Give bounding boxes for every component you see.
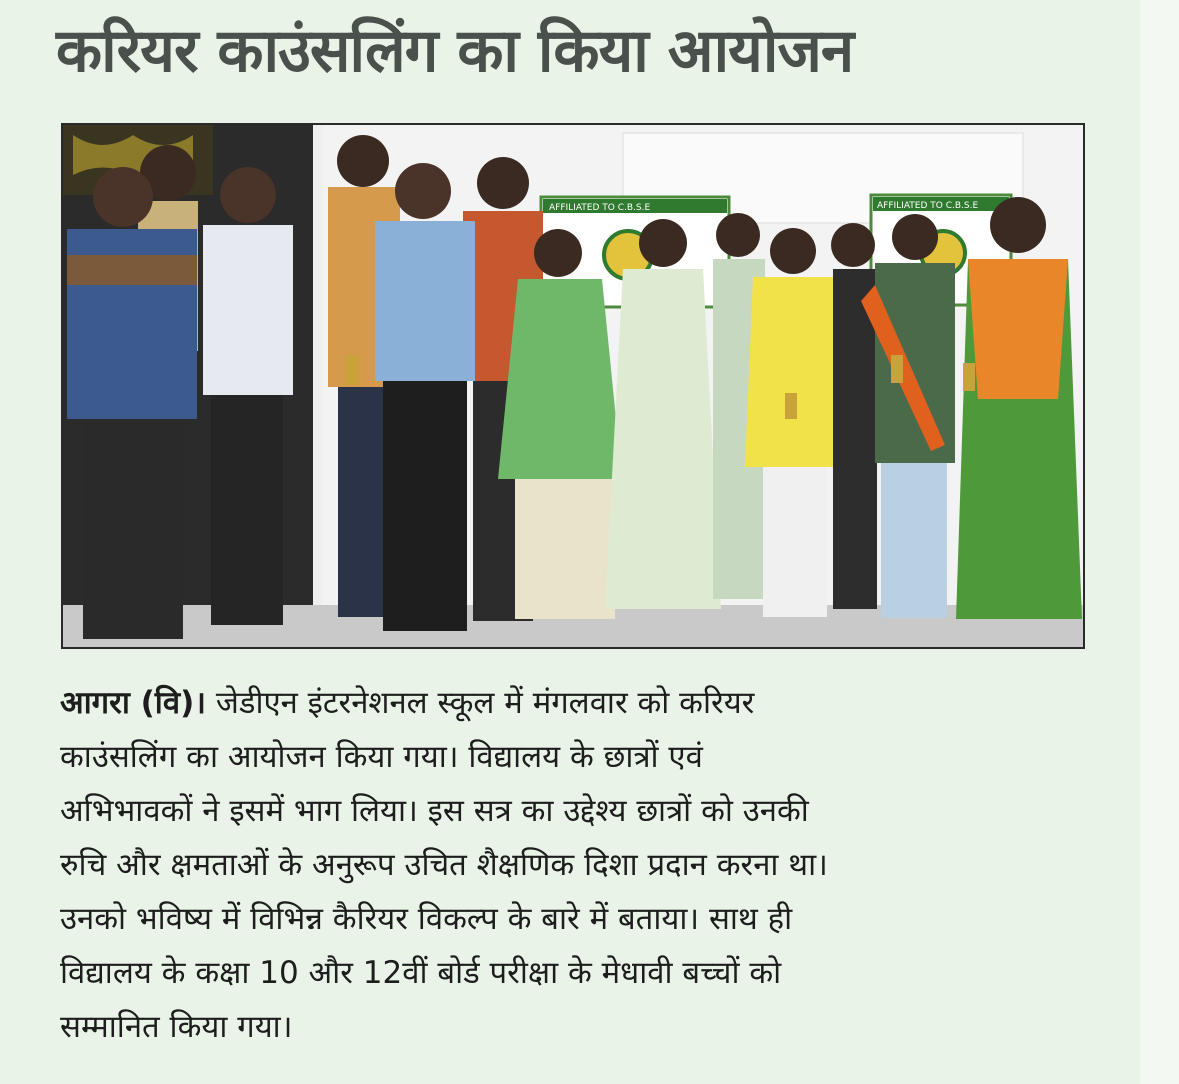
dateline: आगरा (वि)। [60, 685, 206, 721]
person [203, 167, 293, 625]
banner-label: AFFILIATED TO C.B.S.E [549, 203, 651, 213]
article-line: अभिभावकों ने इसमें भाग लिया। इस सत्र का उद्देश्य छात्रों को उनकी [60, 793, 809, 829]
trophy-icon [963, 363, 975, 391]
group-photo [61, 123, 1085, 649]
person [375, 163, 475, 631]
article-line: विद्यालय के कक्षा 10 और 12वीं बोर्ड परीक्षा के मेधावी बच्चों को [60, 955, 782, 991]
trophy-icon [785, 393, 797, 419]
trophy-icon [891, 355, 903, 383]
article-line [60, 676, 1120, 730]
person [831, 223, 877, 609]
banner-label-2: AFFILIATED TO C.B.S.E [877, 201, 979, 211]
article-line-text: जेडीएन इंटरनेशनल स्कूल में मंगलवार को करियर [206, 685, 755, 721]
article-line: उनको भविष्य में विभिन्न कैरियर विकल्प के बारे में बताया। साथ ही [60, 901, 793, 937]
trophy-icon [345, 355, 359, 385]
article-line: काउंसलिंग का आयोजन किया गया। विद्यालय के छात्रों एवं [60, 739, 703, 775]
person [956, 197, 1082, 619]
page-margin [1140, 0, 1179, 1084]
headline: करियर काउंसलिंग का किया आयोजन [56, 16, 854, 86]
article-body [60, 676, 1120, 1054]
article-line: रुचि और क्षमताओं के अनुरूप उचित शैक्षणिक दिशा प्रदान करना था। [60, 847, 828, 883]
group-photo-illustration [63, 125, 1083, 647]
article-line: सम्मानित किया गया। [60, 1009, 293, 1045]
person [67, 167, 197, 639]
